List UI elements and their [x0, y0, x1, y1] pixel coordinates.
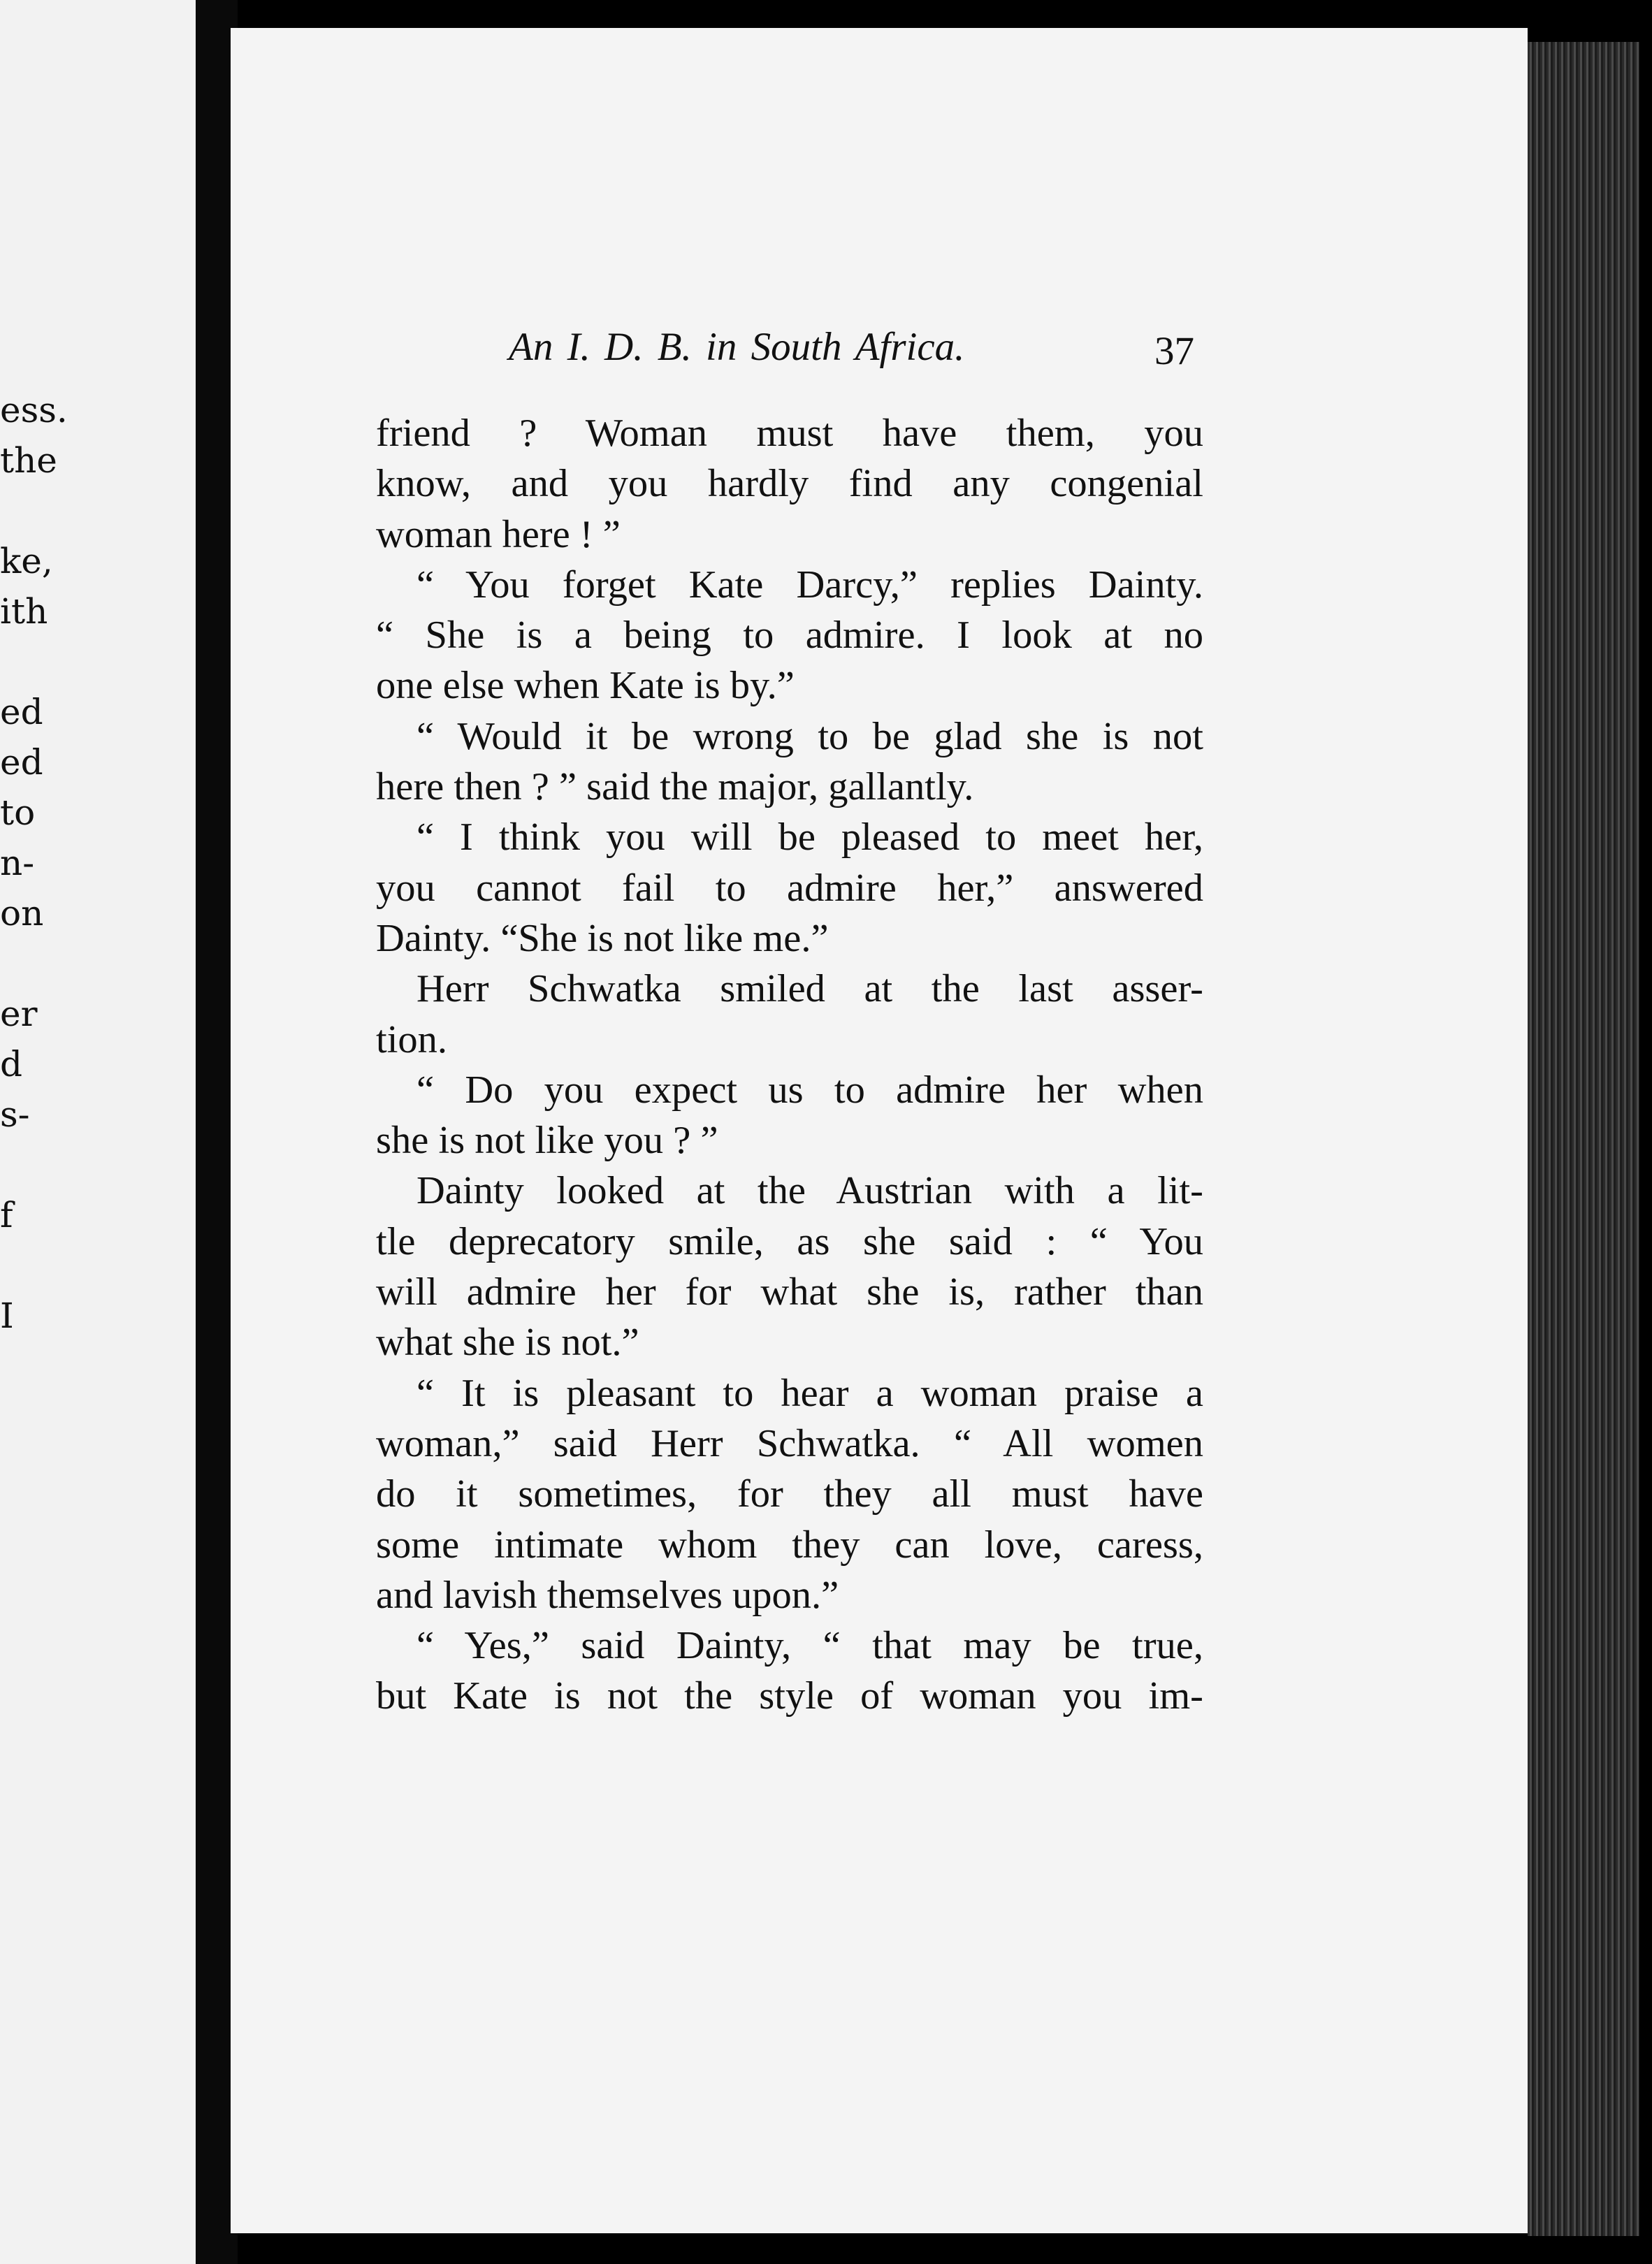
running-head: An I. D. B. in South Africa.	[509, 325, 965, 369]
text-line: “ It is pleasant to hear a woman praise a	[416, 1371, 1203, 1415]
page-body-text	[376, 408, 1203, 1722]
text-line: do it sometimes, for they all must have	[376, 1472, 1203, 1516]
fragment-text: ed	[0, 692, 43, 732]
text-line: what she is not.”	[376, 1321, 639, 1365]
previous-page-fragment	[0, 0, 196, 2264]
fragment-text: the	[0, 440, 57, 481]
text-line: she is not like you ? ”	[376, 1119, 718, 1163]
text-line: tion.	[376, 1017, 448, 1061]
fragment-text: f	[0, 1195, 13, 1235]
fragment-text: er	[0, 994, 38, 1034]
fragment-text: ith	[0, 591, 48, 632]
text-line: “ Do you expect us to admire her when	[416, 1068, 1203, 1112]
text-line: “ She is a being to admire. I look at no	[376, 614, 1203, 658]
fragment-text: to	[0, 792, 36, 833]
text-line: you cannot fail to admire her,” answered	[376, 866, 1203, 910]
fragment-text: ed	[0, 742, 43, 783]
text-line: “ Would it be wrong to be glad she is not	[416, 714, 1203, 758]
page-number: 37	[1154, 329, 1194, 373]
text-line: woman here ! ”	[376, 512, 621, 556]
text-line: “ I think you will be pleased to meet her,	[416, 815, 1203, 859]
text-line: friend ? Woman must have them, you	[376, 412, 1203, 455]
fragment-text: d	[0, 1044, 23, 1084]
fragment-text: n-	[0, 843, 35, 883]
page-edges	[1528, 42, 1639, 2236]
text-line: one else when Kate is by.”	[376, 664, 795, 708]
fragment-text: I	[0, 1296, 14, 1336]
fragment-text: s-	[0, 1094, 30, 1135]
text-line: Herr Schwatka smiled at the last asser-	[416, 967, 1203, 1011]
text-line: Dainty. “She is not like me.”	[376, 916, 829, 960]
text-line: woman,” said Herr Schwatka. “ All women	[376, 1421, 1203, 1465]
text-line: “ You forget Kate Darcy,” replies Dainty.	[416, 563, 1203, 607]
fragment-text: ess.	[0, 390, 68, 430]
text-line: but Kate is not the style of woman you im-	[376, 1674, 1203, 1718]
text-line: know, and you hardly find any congenial	[376, 462, 1203, 506]
text-line: some intimate whom they can love, caress,	[376, 1523, 1203, 1567]
text-line: tle deprecatory smile, as she said : “ You	[376, 1219, 1203, 1263]
text-line: “ Yes,” said Dainty, “ that may be true,	[416, 1624, 1203, 1668]
fragment-text: on	[0, 893, 44, 934]
text-line: here then ? ” said the major, gallantly.	[376, 765, 974, 809]
fragment-text: ke,	[0, 541, 53, 581]
previous-page-text	[0, 0, 196, 2264]
text-line: and lavish themselves upon.”	[376, 1573, 839, 1617]
text-line: Dainty looked at the Austrian with a lit-	[416, 1169, 1203, 1213]
text-line: will admire her for what she is, rather than	[376, 1270, 1203, 1314]
